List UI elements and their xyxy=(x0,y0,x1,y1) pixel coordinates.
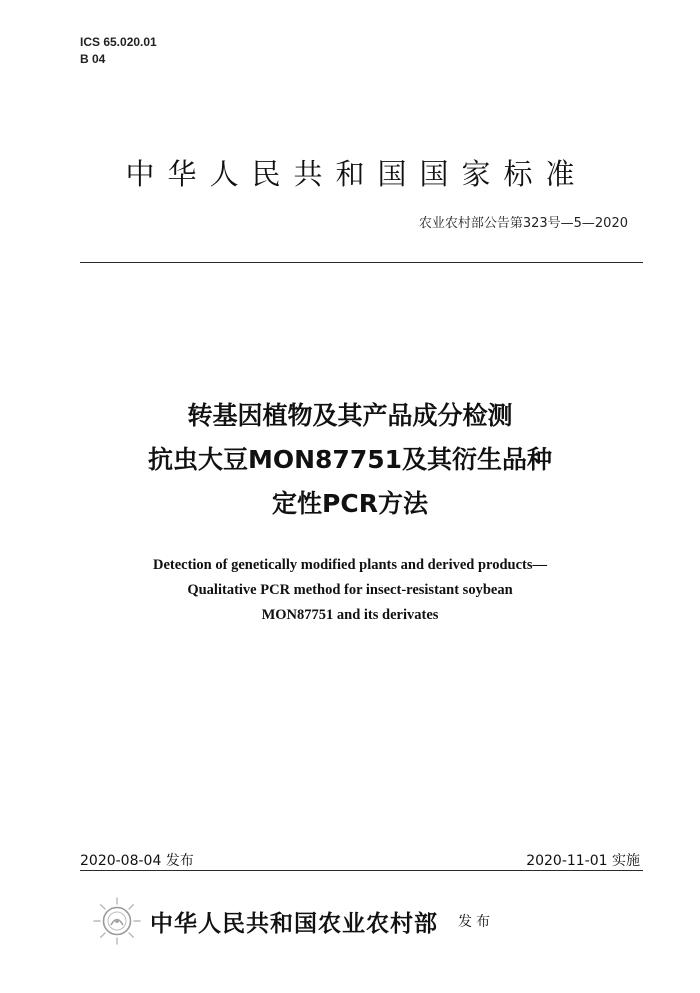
chinese-title-line: 转基因植物及其产品成分检测 xyxy=(187,401,513,430)
header-divider xyxy=(80,262,643,263)
chinese-title-line: 抗虫大豆MON87751及其衍生品种 xyxy=(147,445,553,474)
footer-divider xyxy=(80,870,643,871)
chinese-title-line: 定性PCR方法 xyxy=(272,489,428,518)
issuer-line xyxy=(92,896,494,946)
issuer-suffix: 发布 xyxy=(458,914,494,930)
english-title-line: MON87751 and its derivates xyxy=(261,607,439,623)
ccs-code: B 04 xyxy=(80,52,106,66)
ics-code: ICS 65.020.01 xyxy=(80,35,157,49)
english-title-line: Detection of genetically modified plants and derived products— xyxy=(152,557,548,573)
classification-codes xyxy=(80,34,157,68)
chinese-title xyxy=(0,394,700,526)
english-title xyxy=(0,553,700,628)
document-number: 农业农村部公告第323号—5—2020 xyxy=(418,216,628,231)
effective-date: 2020-11-01 实施 xyxy=(526,853,640,869)
english-title-line: Qualitative PCR method for insect-resistant soybean xyxy=(187,582,513,598)
ministry-emblem-icon xyxy=(92,896,142,946)
issue-date: 2020-08-04 发布 xyxy=(80,853,194,869)
national-standard-heading: 中华人民共和国国家标准 xyxy=(125,157,588,191)
issuer-name: 中华人民共和国农业农村部 xyxy=(150,909,438,937)
